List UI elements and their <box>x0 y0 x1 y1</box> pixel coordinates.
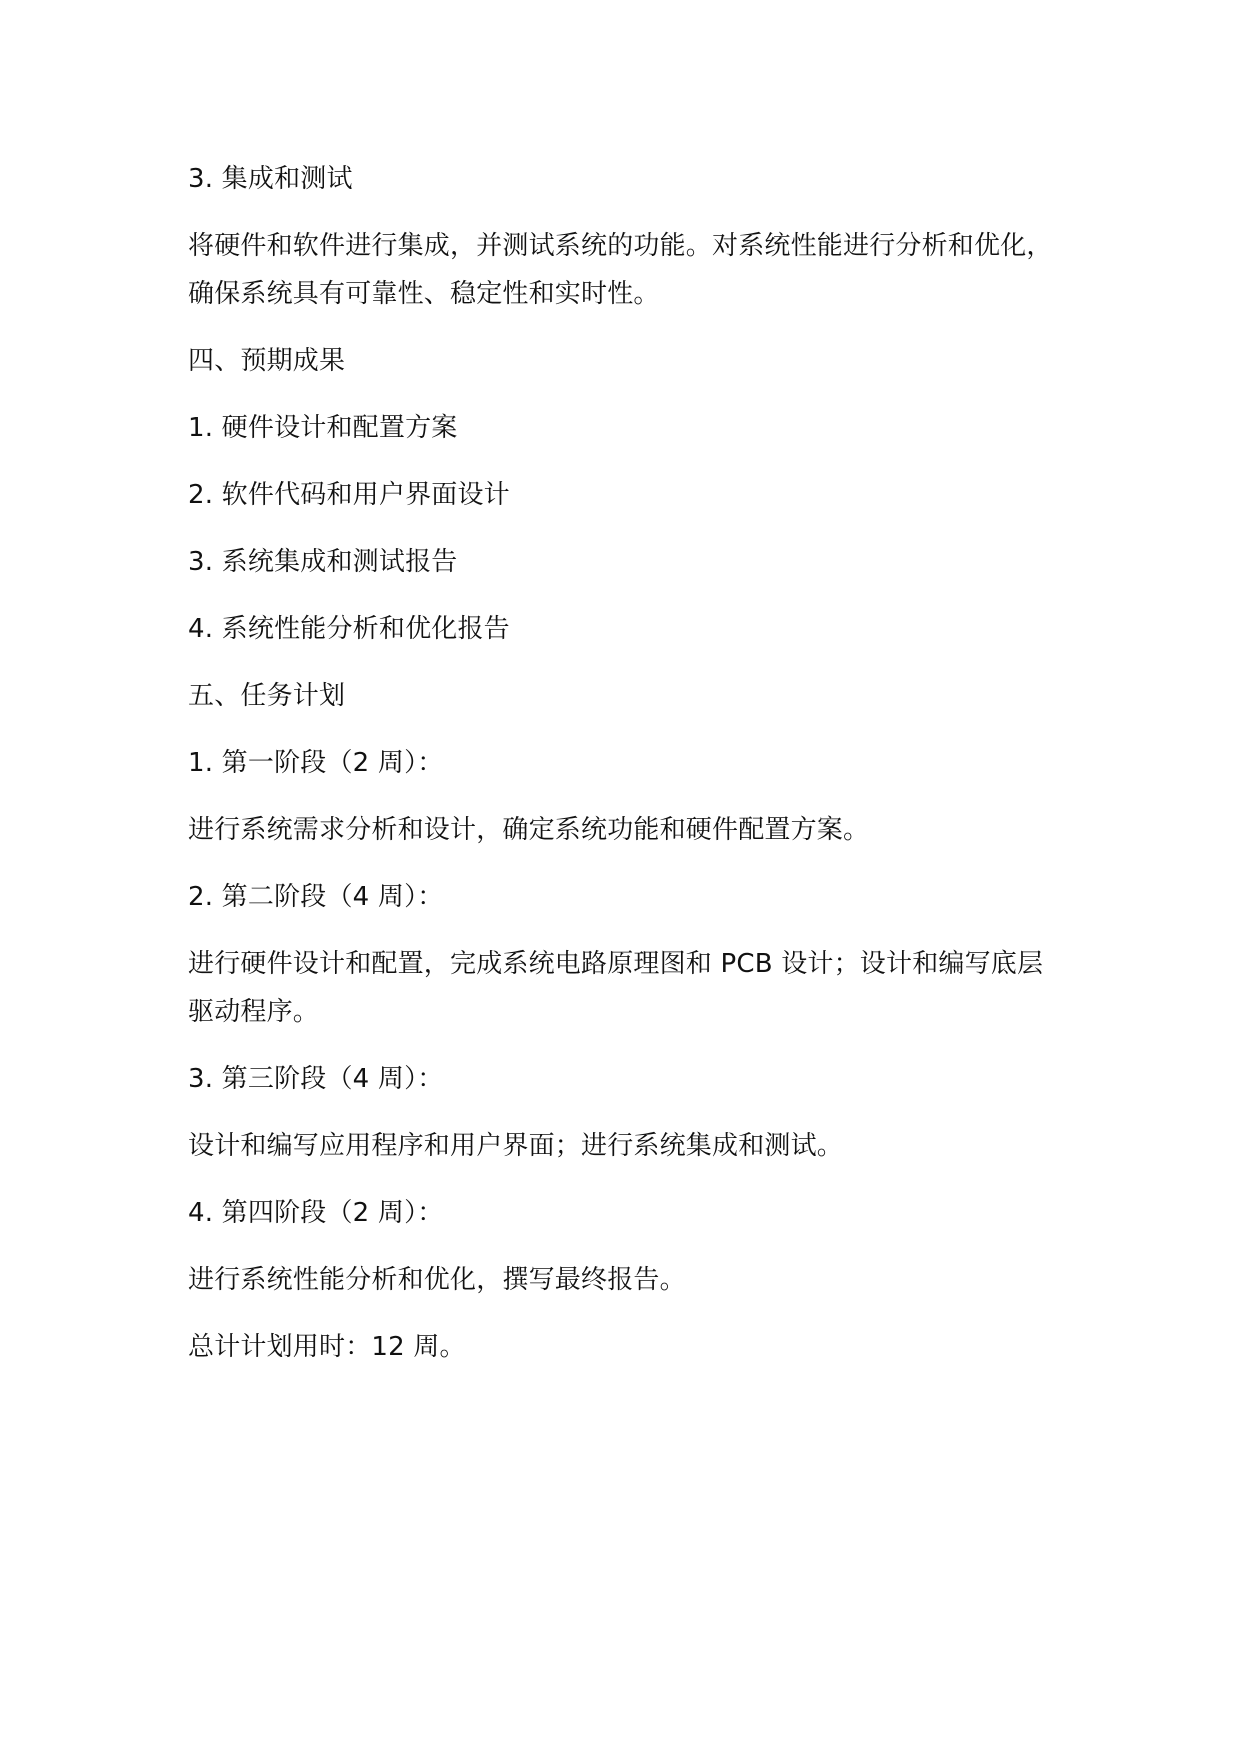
phase-2-title: 2. 第二阶段（4 周）： <box>188 882 444 912</box>
phase-3-description: 设计和编写应用程序和用户界面；进行系统集成和测试。 <box>188 1131 844 1161</box>
document-body <box>188 155 1054 1390</box>
phase-3-title: 3. 第三阶段（4 周）： <box>188 1064 444 1094</box>
section-heading-integration-testing: 3. 集成和测试 <box>188 164 353 194</box>
phase-1-description: 进行系统需求分析和设计，确定系统功能和硬件配置方案。 <box>188 815 870 845</box>
result-item-4: 4. 系统性能分析和优化报告 <box>188 614 510 644</box>
total-planned-time: 总计计划用时：12 周。 <box>188 1332 466 1362</box>
integration-testing-description: 将硬件和软件进行集成，并测试系统的功能。对系统性能进行分析和优化，确保系统具有可靠性、稳定性和实时性。 <box>188 231 1053 309</box>
phase-1-title: 1. 第一阶段（2 周）： <box>188 748 444 778</box>
phase-4-description: 进行系统性能分析和优化，撰写最终报告。 <box>188 1265 686 1295</box>
result-item-2: 2. 软件代码和用户界面设计 <box>188 480 510 510</box>
result-item-3: 3. 系统集成和测试报告 <box>188 547 458 577</box>
result-item-1: 1. 硬件设计和配置方案 <box>188 413 458 443</box>
section-heading-task-plan: 五、任务计划 <box>188 681 346 711</box>
phase-2-description: 进行硬件设计和配置，完成系统电路原理图和 PCB 设计；设计和编写底层驱动程序。 <box>188 949 1044 1027</box>
section-heading-expected-results: 四、预期成果 <box>188 346 346 376</box>
phase-4-title: 4. 第四阶段（2 周）： <box>188 1198 444 1228</box>
